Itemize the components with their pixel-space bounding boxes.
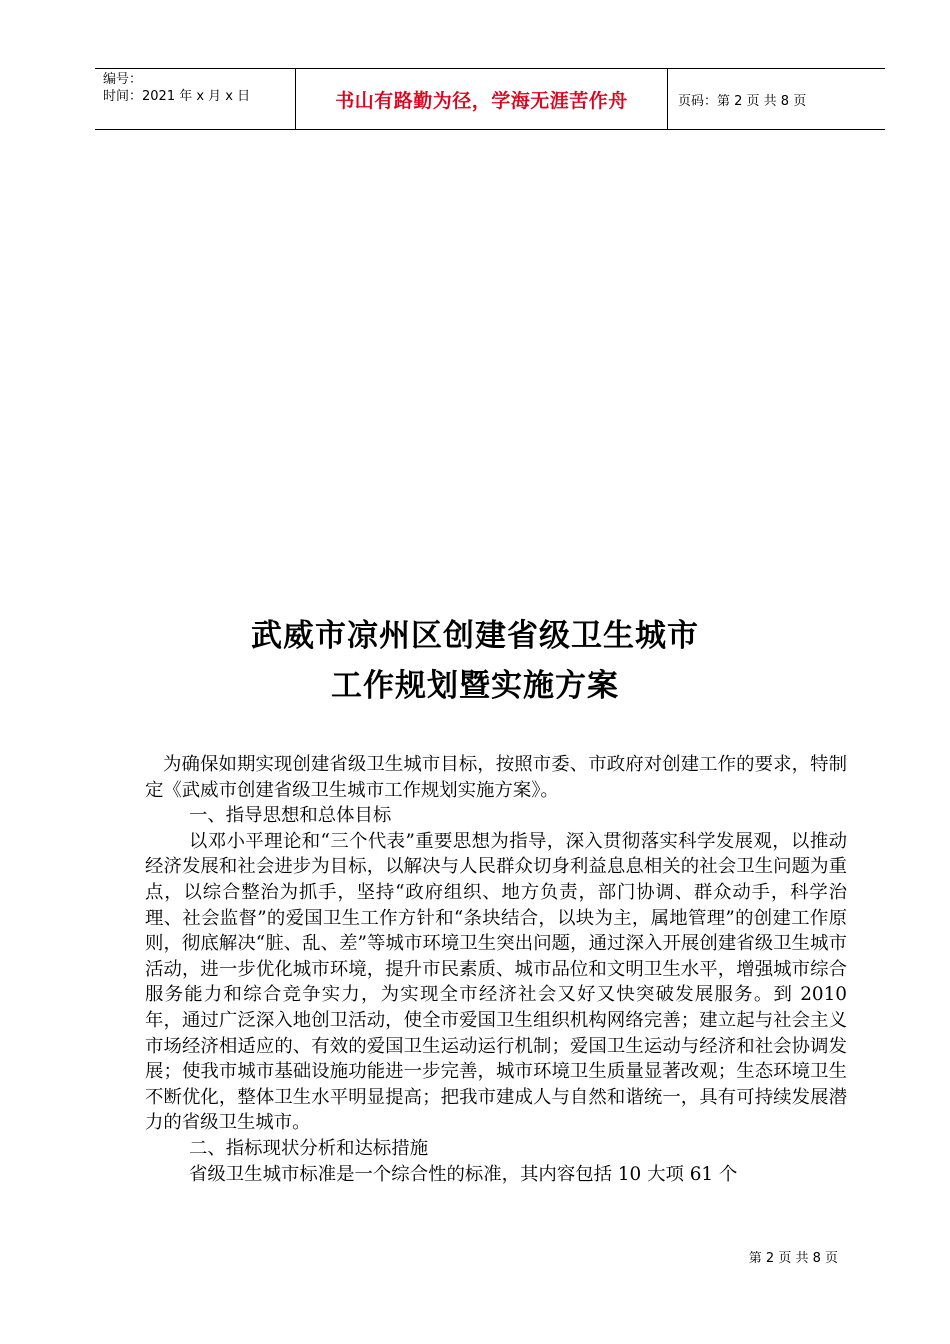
intro-paragraph: 为确保如期实现创建省级卫生城市目标，按照市委、市政府对创建工作的要求，特制定《武威市创建省级卫生城市工作规划实施方案》。	[145, 754, 847, 801]
document-title-line-1: 武威市凉州区创建省级卫生城市	[251, 618, 699, 654]
header-page-number: 页码：第 2 页 共 8 页	[678, 93, 807, 109]
header-meta	[95, 69, 296, 129]
document-time-label: 时间：2021 年 x 月 x 日	[103, 89, 251, 104]
document-body	[145, 752, 847, 1187]
section-2-heading: 二、指标现状分析和达标措施	[189, 1137, 429, 1159]
page-footer: 第 2 页 共 8 页	[748, 1251, 838, 1266]
document-title-line-2: 工作规划暨实施方案	[331, 668, 619, 704]
document-number-label: 编号：	[103, 72, 143, 87]
section-1-heading: 一、指导思想和总体目标	[189, 805, 392, 827]
page-header	[95, 68, 885, 130]
header-motto: 书山有路勤为径，学海无涯苦作舟	[296, 69, 668, 129]
section-1-paragraph: 以邓小平理论和“三个代表”重要思想为指导，深入贯彻落实科学发展观，以推动经济发展和社会进步为目标，以解决与人民群众切身利益息息相关的社会卫生问题为重点，以综合整治为抓手，坚持“政府组织、地方负责，部门协调、群众动手，科学治理、社会监督”的爱国卫生工作方针和“条块结合，以块为主，属地管理”的创建工作原则，彻底解决“脏、乱、差”等城市环境卫生突出问题，通过深入开展创建省级卫生城市活动，进一步优化城市环境，提升市民素质、城市品位和文明卫生水平，增强城市综合服务能力和综合竞争实力，为实现全市经济社会又好又快突破发展服务。到 2010 年，通过广泛深入地创卫活动，使全市爱国卫生组织机构网络完善；建立起与社会主义市场经济相适应的、有效的爱国卫生运动运行机制；爱国卫生运动与经济和社会协调发展；使我市城市基础设施功能进一步完善，城市环境卫生质量显著改观；生态环境卫生不断优化，整体卫生水平明显提高；把我市建成人与自然和谐统一，具有可持续发展潜力的省级卫生城市。	[145, 830, 847, 1134]
section-2-paragraph: 省级卫生城市标准是一个综合性的标准，其内容包括 10 大项 61 个	[189, 1163, 738, 1185]
